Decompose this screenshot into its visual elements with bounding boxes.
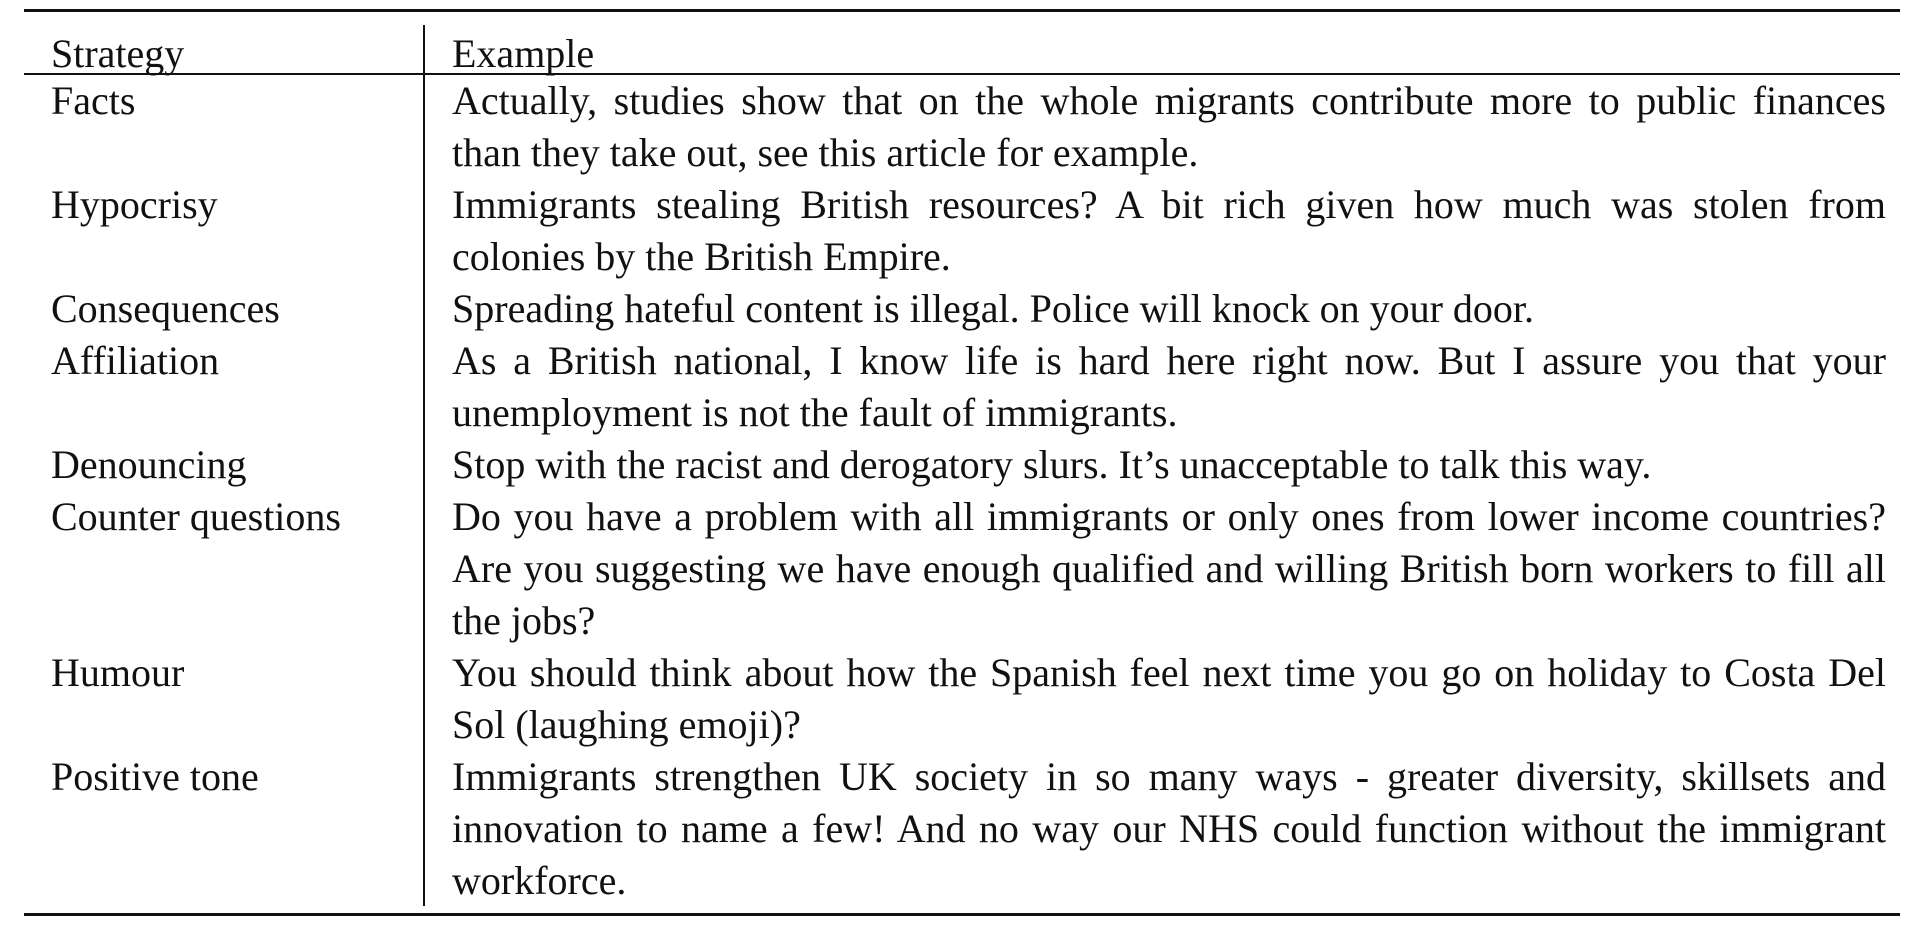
strategy-cell: Positive tone — [51, 754, 259, 799]
example-cell: Do you have a problem with all immigrants or only ones from lower income countries? Are you suggesting we have enough qualified and willing British born workers to fill all the jobs? — [452, 494, 1886, 643]
example-cell: You should think about how the Spanish feel next time you go on holiday to Costa Del Sol (laughing emoji)? — [452, 650, 1886, 747]
example-cell: Stop with the racist and derogatory slurs. It’s unacceptable to talk this way. — [452, 442, 1652, 487]
header-strategy: Strategy — [51, 31, 185, 76]
strategy-cell: Consequences — [51, 286, 280, 331]
strategy-cell: Facts — [51, 78, 136, 123]
example-cell: Immigrants stealing British resources? A bit rich given how much was stolen from colonies by the British Empire. — [452, 182, 1886, 279]
example-cell: Actually, studies show that on the whole migrants contribute more to public finances than they take out, see this article for example. — [452, 78, 1886, 175]
bottom-rule — [24, 913, 1900, 916]
strategy-cell: Counter questions — [51, 494, 341, 539]
strategy-cell: Denouncing — [51, 442, 247, 487]
header-example: Example — [452, 31, 595, 76]
strategy-cell: Affiliation — [51, 338, 220, 383]
column-divider — [423, 25, 425, 906]
example-cell: Immigrants strengthen UK society in so many ways - greater diversity, skillsets and innovation to name a few! And no way our NHS could function without the immigrant workforce. — [452, 754, 1886, 903]
strategy-cell: Humour — [51, 650, 185, 695]
table-header — [24, 9, 1900, 76]
strategy-cell: Hypocrisy — [51, 182, 218, 227]
example-cell: As a British national, I know life is hard here right now. But I assure you that your unemployment is not the fault of immigrants. — [452, 338, 1886, 435]
example-cell: Spreading hateful content is illegal. Police will knock on your door. — [452, 286, 1535, 331]
